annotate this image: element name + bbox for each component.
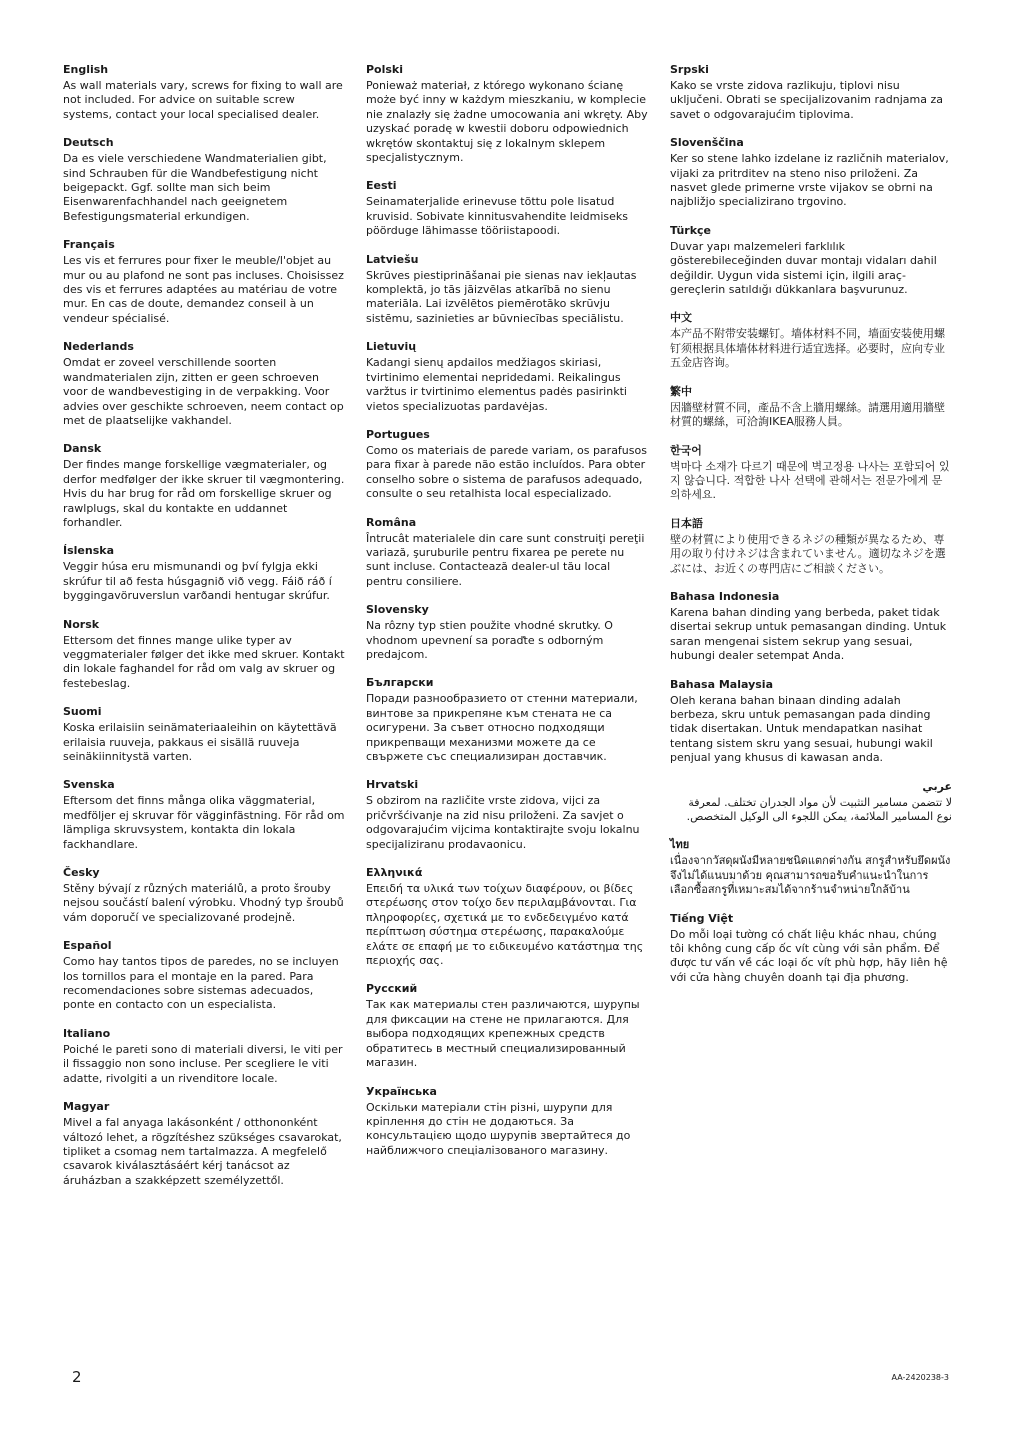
language-heading: Български xyxy=(366,676,434,690)
language-heading: Русский xyxy=(366,982,418,996)
language-section xyxy=(670,677,952,766)
column-1 xyxy=(63,62,345,1201)
language-text: Kadangi sienų apdailos medžiagos skiriasi, tvirtinimo elementai nepridedami. Reikalingus varžtus ir tvirtinimo elementus padės pasirinkti vietos specializuotas pardavėjas. xyxy=(366,356,627,413)
language-section xyxy=(366,675,648,764)
language-heading: Hrvatski xyxy=(366,778,419,792)
language-text: Seinamaterjalide erinevuse tõttu pole lisatud kruvisid. Sobivate kinnitusvahendite leidmiseks pöörduge lähimasse tööriistapoodi. xyxy=(366,195,629,238)
language-text: Como os materiais de parede variam, os parafusos para fixar à parede não estão incluídos. Para obter conselho sobre o sistema de parafusos adequado, consulte o seu retalhista local especializado. xyxy=(366,443,647,501)
language-section xyxy=(670,516,952,576)
language-text: Skrūves piestiprināšanai pie sienas nav iekļautas komplektā, jo tās jāizvēlas atkarībā no sienu materiāla. Lai izvēlētos piemērotāko skrūvju sistēmu, sazinieties ar būvniecības speciālistu. xyxy=(366,268,637,325)
language-text: 벽마다 소재가 다르기 때문에 벽고정용 나사는 포함되어 있지 않습니다. 적합한 나사 선택에 관해서는 전문가에게 문의하세요. xyxy=(670,459,950,502)
language-text: Duvar yapı malzemeleri farklılık gösterebileceğinden duvar montajı vidaları dahil değildir. Uygun vida sistemi için, ilgili araç-gereçlerin satıldığı dükkanlara başvurunuz. xyxy=(670,239,937,297)
language-text: Оскільки матеріали стін різні, шурупи для кріплення до стін не додаються. За консультацією щодо шурупів звертайтеся до найближчого спеціалізованого магазину. xyxy=(366,1100,631,1157)
language-heading: Bahasa Malaysia xyxy=(670,677,773,691)
language-heading: عربي xyxy=(922,779,952,793)
page-number: 2 xyxy=(72,1368,82,1386)
language-text: Omdat er zoveel verschillende soorten wandmaterialen zijn, zitten er geen schroeven voor de wandbevestiging in de verpakking. Voor advies over geschikte schroeven, neem contact op met de plaatselijke vakhandel. xyxy=(63,356,344,427)
language-text: Der findes mange forskellige vægmaterialer, og derfor medfølger der ikke skruer til vægmontering. Hvis du har brug for råd om forskellige skruer og rawlplugs, skal du kontakte en uddannet forhandler. xyxy=(63,458,345,529)
language-heading: English xyxy=(63,63,109,76)
language-heading: Ελληνικά xyxy=(366,866,423,880)
language-heading: Slovensky xyxy=(366,603,429,617)
document-id: AA-2420238-3 xyxy=(891,1373,949,1382)
language-section xyxy=(366,865,648,968)
language-text: S obzirom na različite vrste zidova, vijci za pričvršćivanje na zid nisu priloženi. Za savjet o odgovarajućim vijcima kontaktirajte svoju lokalnu specijaliziranu prodavaonicu. xyxy=(366,794,640,851)
language-heading: Français xyxy=(63,238,115,252)
language-section xyxy=(63,62,345,122)
language-text: Întrucât materialele din care sunt construiţi pereţii variază, şuruburile pentru fixarea pe perete nu sunt incluse. Contactează dealer-ul tău local pentru consiliere. xyxy=(366,531,645,588)
language-text: Επειδή τα υλικά των τοίχων διαφέρουν, οι βίδες στερέωσης στον τοίχο δεν περιλαμβάνονται. Για πληροφορίες, σχετικά με το ενδεδειγμένο κατά περίπτωση σύστημα στερέωσης, παρακαλούμε ελάτε σε επαφή με το ειδικευμένο κατάστημα της περιοχής σας. xyxy=(366,882,644,968)
language-section xyxy=(366,777,648,852)
language-text: Na rôzny typ stien použite vhodné skrutky. O vhodnom upevnení sa poraďte s odborným predajcom. xyxy=(366,619,613,661)
language-text: Do mỗi loại tường có chất liệu khác nhau, chúng tôi không cung cấp ốc vít cùng với sản phẩm. Để được tư vấn về các loại ốc vít phù hợp, hãy liên hệ với cửa hàng chuyên doanh tại địa phương. xyxy=(670,927,948,984)
language-section xyxy=(670,384,952,430)
language-section xyxy=(670,779,952,825)
language-section xyxy=(63,1026,345,1086)
language-section xyxy=(63,339,345,428)
language-section xyxy=(670,911,952,986)
language-heading: 中文 xyxy=(670,311,692,325)
language-heading: Íslenska xyxy=(63,544,114,558)
language-text: Poiché le pareti sono di materiali diversi, le viti per il fissaggio non sono incluse. Per scegliere le viti adatte, rivolgiti a un rivenditore locale. xyxy=(63,1042,343,1085)
language-heading: Lietuvių xyxy=(366,340,417,354)
language-text: Les vis et ferrures pour fixer le meuble/l'objet au mur ou au plafond ne sont pas incluses. Choisissez des vis et ferrures adaptées au matériau de votre mur. En cas de doute, demandez conseil à un vendeur spécialisé. xyxy=(63,254,344,325)
language-section xyxy=(63,135,345,224)
language-heading: Portugues xyxy=(366,427,430,441)
language-heading: Srpski xyxy=(670,63,709,76)
language-heading: Eesti xyxy=(366,179,397,193)
language-section xyxy=(366,62,648,165)
language-heading: 한국어 xyxy=(670,443,702,457)
language-text: Da es viele verschiedene Wandmaterialien gibt, sind Schrauben für die Wandbefestigung nicht beigepackt. Ggf. sollte man sich beim Eisenwarenfachhandel nach geeignetem Befestigungsmaterial erkundigen. xyxy=(63,152,327,223)
language-heading: Tiếng Việt xyxy=(670,911,734,925)
language-text: Ettersom det finnes mange ulike typer av veggmaterialer følger det ikke med skruer. Kontakt din lokale faghandel for råd om valg av skruer og festebeslag. xyxy=(63,633,345,690)
language-heading: Türkçe xyxy=(670,223,712,237)
language-section xyxy=(670,837,952,897)
language-heading: Українська xyxy=(366,1084,437,1098)
language-heading: Latviešu xyxy=(366,252,419,266)
column-3 xyxy=(670,62,952,998)
language-heading: Suomi xyxy=(63,705,102,719)
language-section xyxy=(670,223,952,298)
language-text: Stěny bývají z různých materiálů, a proto šrouby nejsou součástí balení výrobku. Vhodný typ šroubů vám doporučí ve specializované prodejně. xyxy=(63,882,344,924)
language-heading: Deutsch xyxy=(63,136,114,150)
language-section xyxy=(366,1084,648,1159)
language-text: Ponieważ materiał, z którego wykonano ścianę może być inny w każdym mieszkaniu, w komplecie nie znalazły się żadne umocowania ani wkręty. Aby uzyskać poradę w kwestii doboru odpowiednich wkrętów skontaktuj się z lokalnym sklepem specjalistycznym. xyxy=(366,79,648,165)
language-text: لا تتضمن مسامير التثبيت لأن مواد الجدران تختلف. لمعرفة نوع المسامير الملائمة، يمكن اللجوء الى الوكيل المتخصص. xyxy=(686,795,952,823)
language-heading: Norsk xyxy=(63,617,100,631)
language-section xyxy=(366,178,648,238)
language-heading: Nederlands xyxy=(63,340,134,354)
language-text: Karena bahan dinding yang berbeda, paket tidak disertai sekrup untuk pemasangan dinding. Untuk saran mengenai sistem sekrup yang sesuai, hubungi dealer setempat Anda. xyxy=(670,605,947,663)
language-text: Ker so stene lahko izdelane iz različnih materialov, vijaki za pritrditev na steno niso priloženi. Za nasvet glede primerne vrste vijakov se obrni na najbližjo specializirano trgovino. xyxy=(670,152,949,209)
language-section xyxy=(670,589,952,664)
language-section xyxy=(63,1099,345,1188)
language-section xyxy=(670,443,952,503)
language-text: As wall materials vary, screws for fixing to wall are not included. For advice on suitable screw systems, contact your local specialised dealer. xyxy=(63,79,343,121)
language-heading: Polski xyxy=(366,63,404,76)
language-heading: Español xyxy=(63,939,112,953)
column-2 xyxy=(366,62,648,1171)
language-heading: Bahasa Indonesia xyxy=(670,589,780,603)
language-section xyxy=(366,602,648,662)
language-text: Mivel a fal anyaga lakásonként / otthononként változó lehet, a rögzítéshez szükséges csavarokat, tipliket a csomag nem tartalmazza. A megfelelő csavarok kiválasztásáért kérj tanácsot az áruházban a szakképzett személyzettől. xyxy=(63,1116,342,1187)
language-section xyxy=(63,865,345,925)
language-heading: 繁中 xyxy=(670,384,692,398)
language-text: Como hay tantos tipos de paredes, no se incluyen los tornillos para el montaje en la pared. Para recomendaciones sobre sistemas adecuados, ponte en contacto con un especialista. xyxy=(63,955,339,1012)
language-text: Veggir húsa eru mismunandi og því fylgja ekki skrúfur til að festa húsgagnið við vegg. Fáið ráð í byggingavöruverslun varðandi hentugar skrúfur. xyxy=(63,560,332,603)
language-section xyxy=(63,938,345,1013)
language-section xyxy=(670,62,952,122)
language-section xyxy=(366,339,648,414)
language-heading: Svenska xyxy=(63,778,115,792)
language-heading: Româna xyxy=(366,515,417,529)
language-text: เนื่องจากวัสดุผนังมีหลายชนิดแตกต่างกัน สกรูสำหรับยึดผนังจึงไม่ได้แนบมาด้วย คุณสามารถขอรับคำแนะนำในการเลือกซื้อสกรูที่เหมาะสมได้จากร้านจำหน่ายใกล้บ้าน xyxy=(670,854,951,897)
language-text: Oleh kerana bahan binaan dinding adalah berbeza, skru untuk pemasangan pada dinding tidak disertakan. Untuk mendapatkan nasihat tentang sistem skru yang sesuai, hubungi wakil penjual yang khusus di kawasan anda. xyxy=(670,693,933,765)
language-section xyxy=(63,441,345,530)
language-text: Так как материалы стен различаются, шурупы для фиксации на стене не прилагаются. Для выбора подходящих крепежных средств обратитесь в местный специализированный магазин. xyxy=(366,998,640,1070)
language-heading: ไทย xyxy=(670,838,690,852)
language-text: 本产品不附带安装螺钉。墙体材料不同，墙面安装使用螺钉须根据具体墙体材料进行适宜选择。必要时，应向专业五金店咨询。 xyxy=(670,327,945,370)
language-section xyxy=(670,135,952,210)
language-section xyxy=(366,252,648,327)
language-text: Koska erilaisiin seinämateriaaleihin on käytettävä erilaisia ruuveja, pakkaus ei sisällä ruuveja seinäkiinnitystä varten. xyxy=(63,721,337,763)
language-section xyxy=(366,981,648,1070)
language-text: Kako se vrste zidova razlikuju, tiplovi nisu uključeni. Obrati se specijalizovanim radnjama za savet o odgovarajućim tiplovima. xyxy=(670,79,943,121)
language-section xyxy=(366,515,648,590)
language-heading: Magyar xyxy=(63,1100,110,1114)
language-text: Поради разнообразието от стенни материали, винтовe за прикрепяне към стената не са осигурени. За съвет относно подходящи прикрепващи механизми можете да се свържете със специализиран доставчик. xyxy=(366,692,638,763)
language-heading: Italiano xyxy=(63,1026,111,1040)
language-section xyxy=(63,543,345,603)
language-heading: Dansk xyxy=(63,442,102,456)
language-text: Eftersom det finns många olika väggmaterial, medföljer ej skruvar för vägginfästning. För råd om lämpliga skruvsystem, kontakta din lokala fackhandlare. xyxy=(63,794,345,851)
language-section xyxy=(63,704,345,764)
language-section xyxy=(63,617,345,692)
language-section xyxy=(366,427,648,502)
language-section xyxy=(63,777,345,852)
language-text: 因牆壁材質不同，產品不含上牆用螺絲。請選用適用牆壁材質的螺絲，可洽詢IKEA服務人員。 xyxy=(670,400,945,429)
language-heading: Slovenščina xyxy=(670,136,744,150)
language-heading: Česky xyxy=(63,866,100,880)
language-heading: 日本語 xyxy=(670,516,703,530)
language-section xyxy=(670,310,952,370)
language-section xyxy=(63,237,345,326)
language-text: 壁の材質により使用できるネジの種類が異なるため、専用の取り付けネジは含まれていません。適切なネジを選ぶには、お近くの専門店にご相談ください。 xyxy=(670,532,946,575)
